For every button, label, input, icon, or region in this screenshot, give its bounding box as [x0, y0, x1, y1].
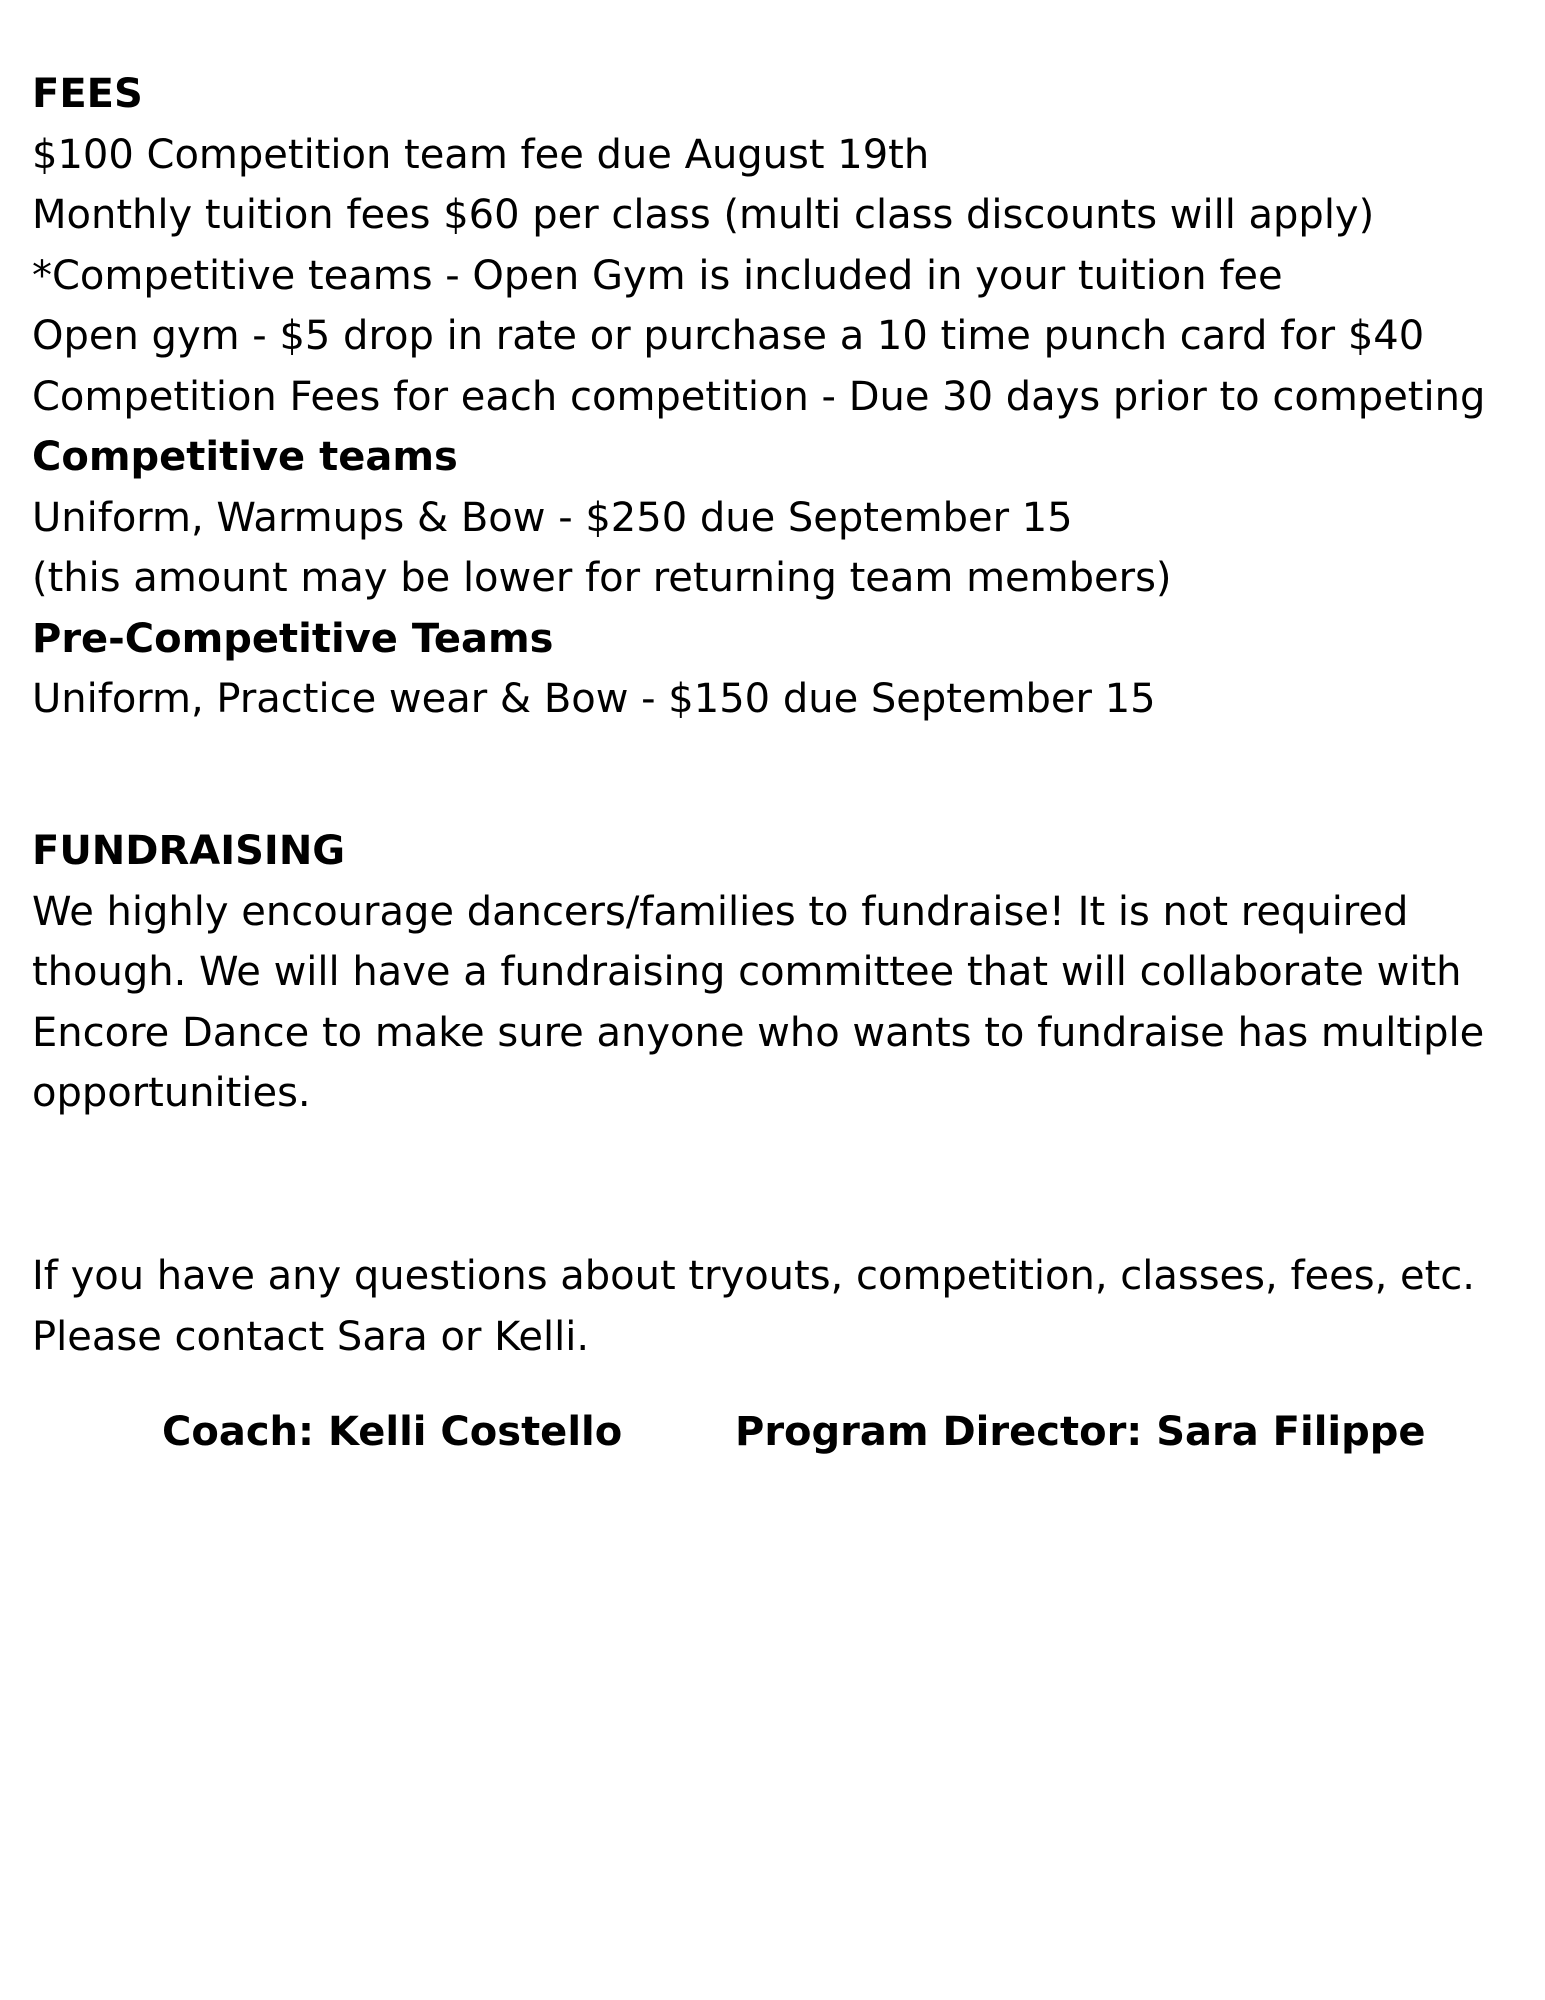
fundraising-paragraph-line: though. We will have a fundraising committee that will collaborate with	[32, 949, 1462, 995]
program-director-signature: Program Director: Sara Filippe	[735, 1409, 1426, 1455]
competitive-teams-heading: Competitive teams	[32, 434, 458, 480]
fundraising-paragraph-line: Encore Dance to make sure anyone who wants to fundraise has multiple	[32, 1009, 1485, 1056]
fundraising-paragraph-line: opportunities.	[32, 1070, 311, 1116]
competitive-uniform-line: Uniform, Warmups & Bow - $250 due September 15	[32, 494, 1073, 541]
fundraising-section	[32, 821, 1512, 1124]
signatures-section	[0, 1402, 1545, 1462]
fees-line-open-gym-rate: Open gym - $5 drop in rate or purchase a 10 time punch card for $40	[32, 313, 1425, 359]
fees-line-monthly-tuition: Monthly tuition fees $60 per class (multi class discounts will apply)	[32, 192, 1375, 238]
fees-line-competition-fees: Competition Fees for each competition - Due 30 days prior to competing	[32, 373, 1486, 420]
contact-line-questions: If you have any questions about tryouts, competition, classes, fees, etc.	[32, 1253, 1476, 1299]
pre-competitive-teams-heading: Pre-Competitive Teams	[32, 615, 554, 662]
fees-section	[32, 64, 1512, 730]
pre-competitive-uniform-line: Uniform, Practice wear & Bow - $150 due September 15	[32, 676, 1156, 722]
fees-line-team-fee: $100 Competition team fee due August 19th	[32, 131, 930, 178]
fees-line-open-gym-included: *Competitive teams - Open Gym is included in your tuition fee	[32, 252, 1283, 299]
contact-line-please-contact: Please contact Sara or Kelli.	[32, 1313, 590, 1360]
fundraising-paragraph-line: We highly encourage dancers/families to fundraise! It is not required	[32, 888, 1409, 935]
coach-signature: Coach: Kelli Costello	[162, 1409, 623, 1455]
competitive-returning-note: (this amount may be lower for returning team members)	[32, 555, 1172, 601]
fundraising-heading: FUNDRAISING	[32, 828, 346, 874]
fees-heading: FEES	[32, 71, 143, 117]
contact-section	[32, 1246, 1512, 1367]
